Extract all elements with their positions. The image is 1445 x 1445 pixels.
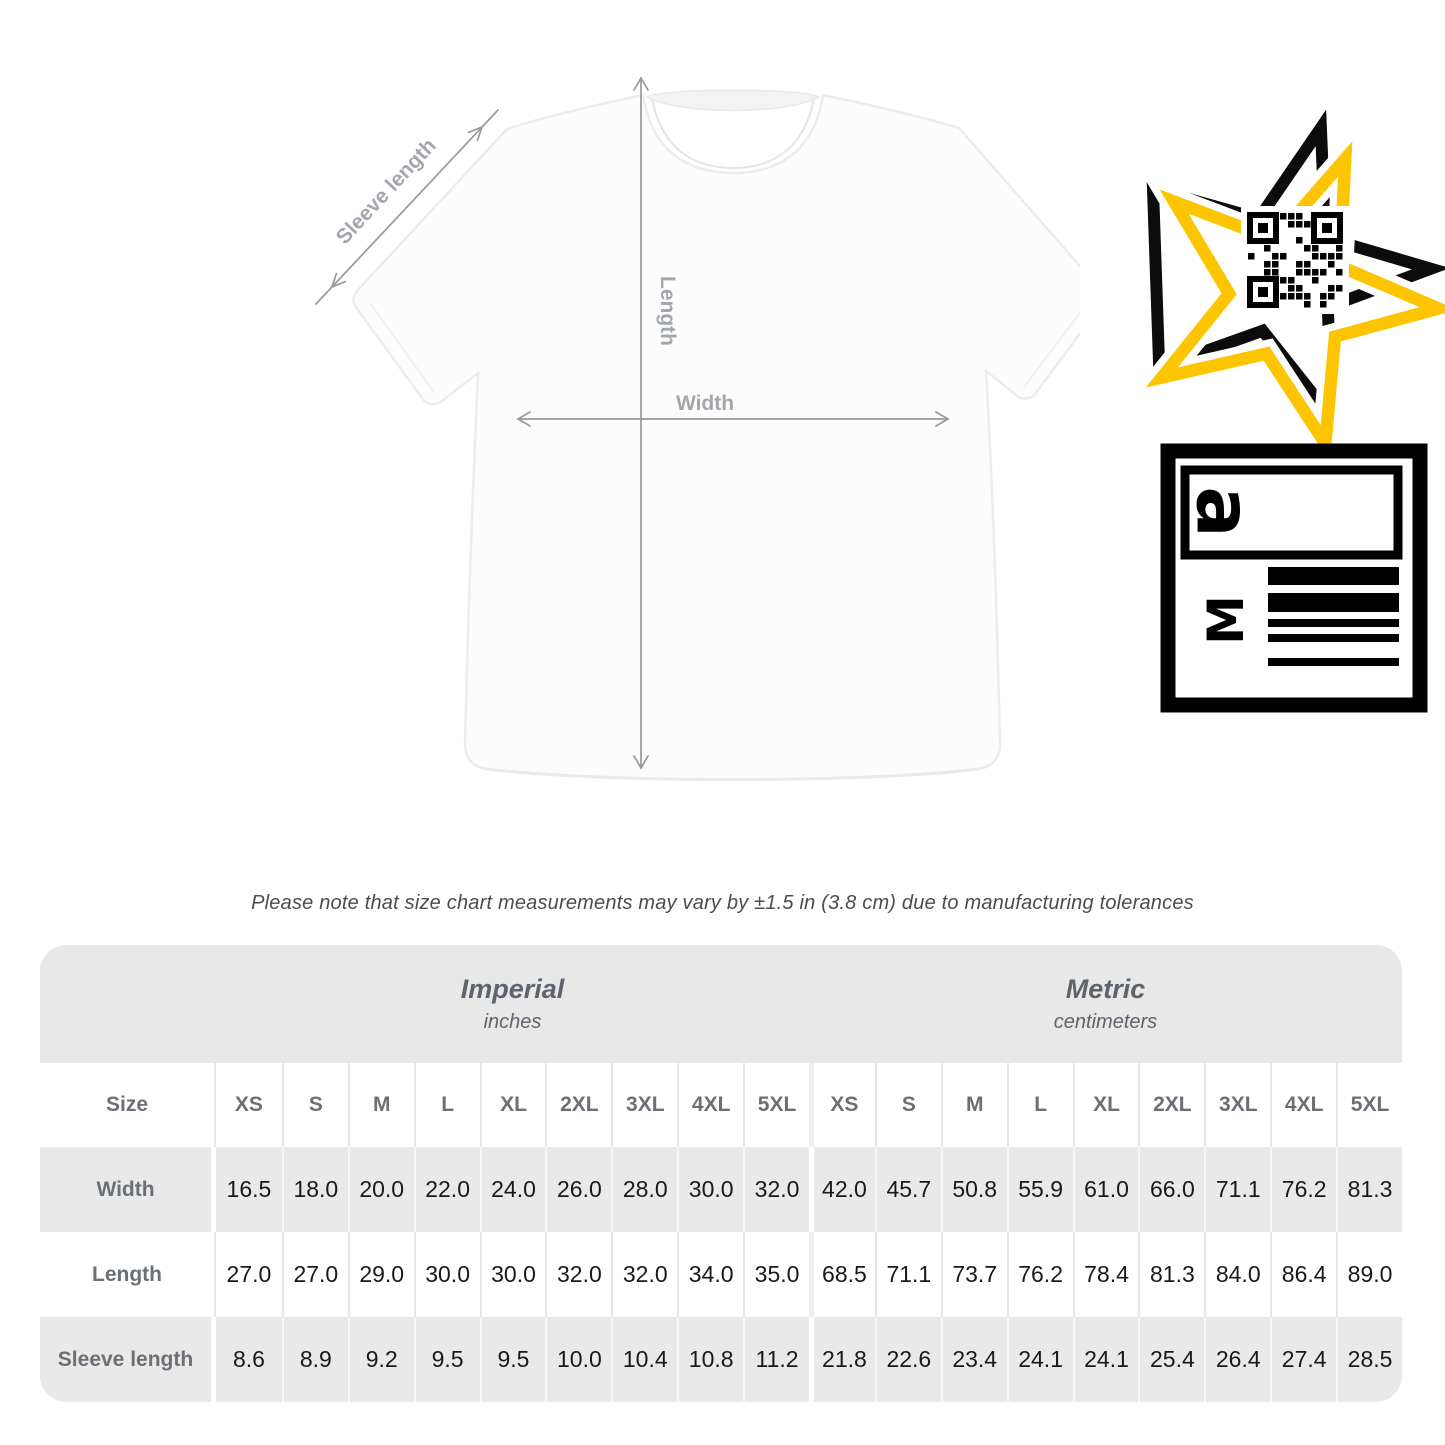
value-cell: 28.5 — [1336, 1317, 1402, 1402]
value-cell: 10.0 — [545, 1317, 611, 1402]
qr-code-icon — [1241, 206, 1349, 314]
value-cell: 76.2 — [1007, 1232, 1073, 1317]
value-cell: 30.0 — [677, 1147, 743, 1232]
value-cell: 8.6 — [216, 1317, 282, 1402]
value-cell: 71.1 — [875, 1232, 941, 1317]
value-cell: 26.4 — [1204, 1317, 1270, 1402]
size-header: XL — [480, 1063, 546, 1147]
value-cell: 10.8 — [677, 1317, 743, 1402]
value-cell: 32.0 — [743, 1147, 809, 1232]
value-cell: 16.5 — [216, 1147, 282, 1232]
length-label: Length — [656, 276, 679, 346]
value-cell: 24.1 — [1073, 1317, 1139, 1402]
size-header: XL — [1073, 1063, 1139, 1147]
row-label: Width — [40, 1147, 216, 1232]
value-cell: 84.0 — [1204, 1232, 1270, 1317]
value-cell: 27.4 — [1270, 1317, 1336, 1402]
tshirt-back-collar — [647, 90, 819, 110]
size-header: 2XL — [1138, 1063, 1204, 1147]
value-cell: 22.6 — [875, 1317, 941, 1402]
width-label: Width — [675, 392, 735, 415]
row-label: Length — [40, 1232, 216, 1317]
value-cell: 30.0 — [414, 1232, 480, 1317]
label-letter-m: M — [1197, 595, 1255, 645]
size-header: 4XL — [1270, 1063, 1336, 1147]
unit-group-subtitle: centimeters — [1053, 1011, 1158, 1034]
unit-group-header — [216, 945, 809, 1063]
value-cell: 28.0 — [611, 1147, 677, 1232]
value-cell: 30.0 — [480, 1232, 546, 1317]
value-cell: 29.0 — [348, 1232, 414, 1317]
star-qr-logo — [1143, 98, 1445, 450]
value-cell: 26.0 — [545, 1147, 611, 1232]
tshirt-body — [353, 95, 1080, 780]
label-letter-a: a — [1179, 486, 1269, 538]
value-cell: 22.0 — [414, 1147, 480, 1232]
tolerance-note: Please note that size chart measurements may vary by ±1.5 in (3.8 cm) due to manufacturing tolerances — [251, 892, 1194, 914]
value-cell: 10.4 — [611, 1317, 677, 1402]
value-cell: 81.3 — [1336, 1147, 1402, 1232]
value-cell: 89.0 — [1336, 1232, 1402, 1317]
value-cell: 27.0 — [216, 1232, 282, 1317]
value-cell: 55.9 — [1007, 1147, 1073, 1232]
unit-group-title: Imperial — [460, 973, 565, 1004]
value-cell: 68.5 — [809, 1232, 875, 1317]
value-cell: 9.2 — [348, 1317, 414, 1402]
size-header: M — [348, 1063, 414, 1147]
unit-group-header — [809, 945, 1402, 1063]
value-cell: 61.0 — [1073, 1147, 1139, 1232]
value-cell: 50.8 — [941, 1147, 1007, 1232]
value-cell: 18.0 — [282, 1147, 348, 1232]
label-icon — [1160, 443, 1428, 713]
value-cell: 32.0 — [545, 1232, 611, 1317]
size-header: L — [414, 1063, 480, 1147]
size-header: S — [875, 1063, 941, 1147]
value-cell: 20.0 — [348, 1147, 414, 1232]
value-cell: 81.3 — [1138, 1232, 1204, 1317]
size-header: XS — [216, 1063, 282, 1147]
value-cell: 86.4 — [1270, 1232, 1336, 1317]
value-cell: 24.0 — [480, 1147, 546, 1232]
size-header: S — [282, 1063, 348, 1147]
size-column-header: Size — [40, 1063, 216, 1147]
value-cell: 9.5 — [414, 1317, 480, 1402]
size-chart-table — [40, 945, 1402, 1402]
value-cell: 73.7 — [941, 1232, 1007, 1317]
size-header: M — [941, 1063, 1007, 1147]
size-header: 4XL — [677, 1063, 743, 1147]
size-header: 3XL — [611, 1063, 677, 1147]
size-header: L — [1007, 1063, 1073, 1147]
value-cell: 32.0 — [611, 1232, 677, 1317]
value-cell: 24.1 — [1007, 1317, 1073, 1402]
table-band-corner — [40, 945, 216, 1063]
value-cell: 42.0 — [809, 1147, 875, 1232]
value-cell: 23.4 — [941, 1317, 1007, 1402]
size-header: 5XL — [743, 1063, 809, 1147]
value-cell: 9.5 — [480, 1317, 546, 1402]
size-header: XS — [809, 1063, 875, 1147]
tshirt-image — [300, 55, 1080, 825]
label-barcode — [1268, 567, 1399, 666]
value-cell: 66.0 — [1138, 1147, 1204, 1232]
size-header: 3XL — [1204, 1063, 1270, 1147]
value-cell: 76.2 — [1270, 1147, 1336, 1232]
value-cell: 34.0 — [677, 1232, 743, 1317]
size-header: 2XL — [545, 1063, 611, 1147]
row-label: Sleeve length — [40, 1317, 216, 1402]
unit-group-subtitle: inches — [483, 1011, 542, 1034]
unit-group-title: Metric — [1065, 973, 1146, 1004]
value-cell: 25.4 — [1138, 1317, 1204, 1402]
value-cell: 71.1 — [1204, 1147, 1270, 1232]
sleeve-length-label: Sleeve length — [331, 134, 441, 249]
value-cell: 78.4 — [1073, 1232, 1139, 1317]
value-cell: 27.0 — [282, 1232, 348, 1317]
value-cell: 35.0 — [743, 1232, 809, 1317]
value-cell: 8.9 — [282, 1317, 348, 1402]
size-chart-grid — [40, 945, 1402, 1402]
size-header: 5XL — [1336, 1063, 1402, 1147]
value-cell: 11.2 — [743, 1317, 809, 1402]
value-cell: 45.7 — [875, 1147, 941, 1232]
value-cell: 21.8 — [809, 1317, 875, 1402]
